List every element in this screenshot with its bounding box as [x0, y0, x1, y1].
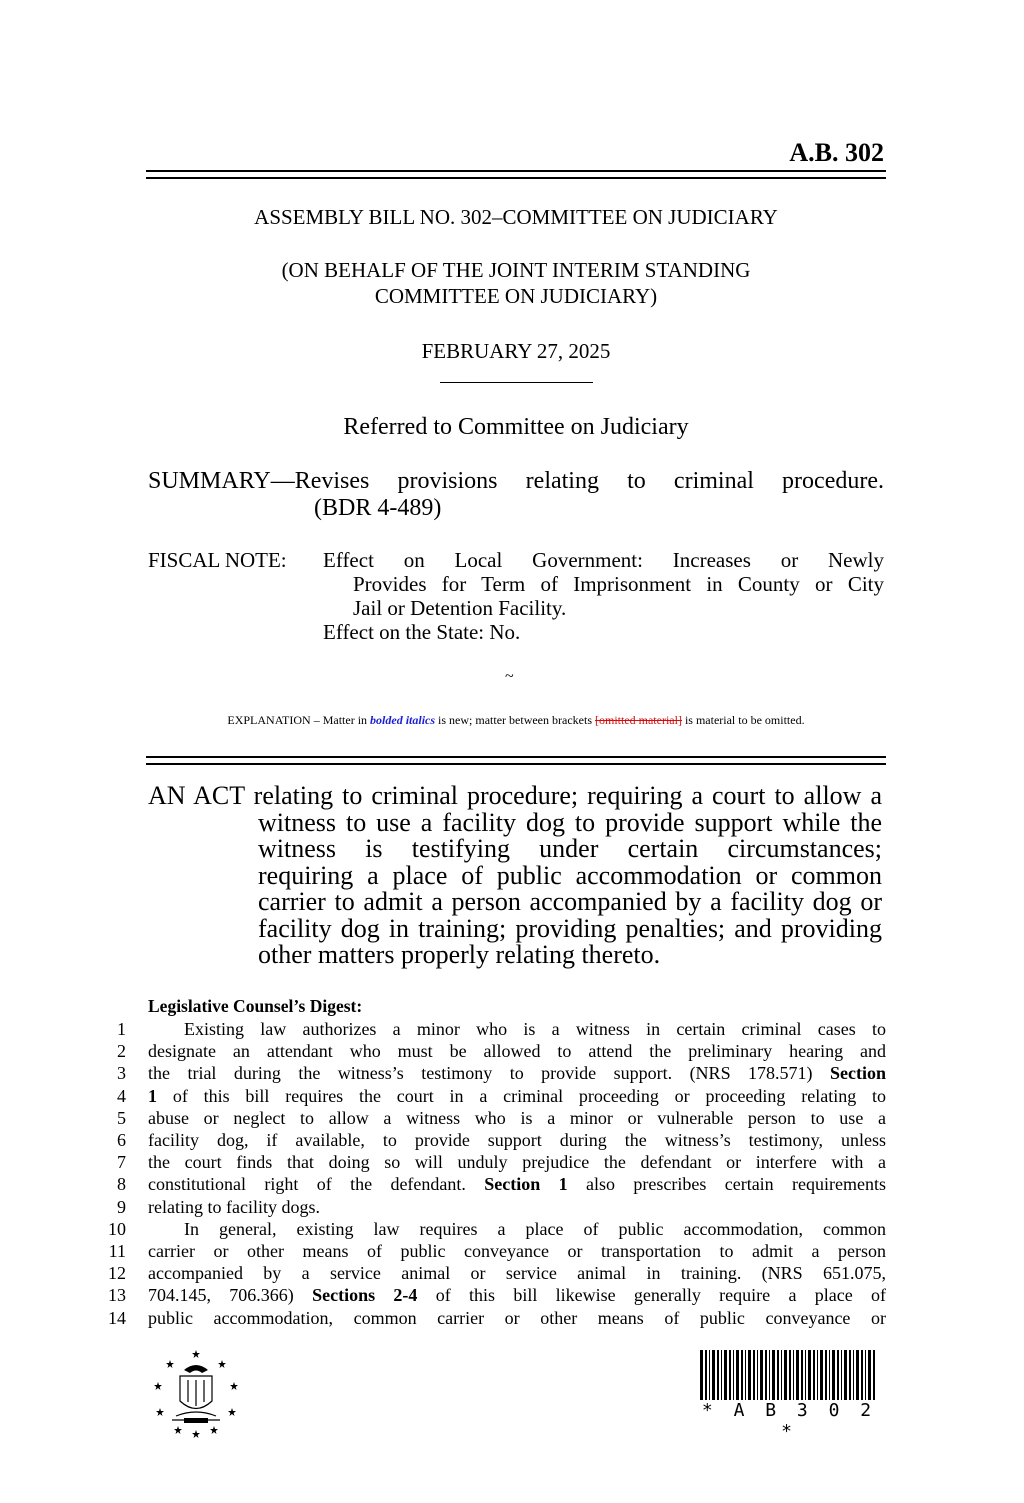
fiscal-state: Effect on the State: No.: [323, 620, 521, 644]
tilde-mark: ~: [505, 668, 514, 685]
act-line: requiring a place of public accommodation or common: [258, 860, 882, 890]
digest-line: [96, 1218, 886, 1240]
explanation-new-sample: bolded italics: [370, 713, 436, 727]
digest-text: accompanied by a service animal or service animal in training. (NRS 651.075,: [148, 1263, 886, 1284]
line-number: 11: [108, 1241, 126, 1262]
explanation-middle: is new; matter between brackets: [435, 713, 595, 727]
act-line: facility dog in training; providing penalties; and providing: [258, 913, 882, 943]
digest-line: [96, 1240, 886, 1262]
digest-line: [96, 1262, 886, 1284]
line-number: 12: [108, 1263, 126, 1284]
digest-text: 1 of this bill requires the court in a criminal proceeding or proceeding relating to: [148, 1085, 887, 1106]
explanation-omitted-sample: [omitted material]: [594, 713, 682, 727]
act-line: witness is testifying under certain circumstances;: [258, 834, 882, 863]
bill-number: A.B. 302: [789, 138, 884, 167]
summary-line2: (BDR 4-489): [314, 495, 442, 521]
digest-line: [96, 1129, 886, 1151]
summary-line1: SUMMARY—Revises provisions relating to criminal procedure.: [148, 468, 884, 494]
line-number: 7: [117, 1152, 126, 1173]
barcode-icon: [700, 1350, 878, 1400]
digest-text: constitutional right of the defendant. Section 1 also prescribes certain requirements: [148, 1174, 887, 1195]
fiscal-note-label: FISCAL NOTE:: [148, 548, 287, 572]
line-number: 4: [117, 1085, 126, 1106]
digest-text: the trial during the witness’s testimony to provide support. (NRS 178.571) Section: [148, 1063, 886, 1084]
digest-text: the court finds that doing so will unduly prejudice the defendant or interfere with a: [148, 1152, 886, 1173]
digest-line: [96, 1151, 886, 1173]
line-number: 2: [117, 1041, 126, 1062]
digest-text: Existing law authorizes a minor who is a witness in certain criminal cases to: [184, 1019, 886, 1039]
fiscal-note: [148, 548, 884, 644]
digest-text: 704.145, 706.366) Sections 2-4 of this bill likewise generally require a place of: [148, 1285, 886, 1306]
barcode-text: * A B 3 0 2 *: [701, 1400, 877, 1442]
digest-line: [96, 1040, 886, 1062]
state-seal-icon: [150, 1346, 242, 1438]
digest-line: [96, 1307, 886, 1329]
digest-line: [96, 1196, 886, 1218]
digest-line: [96, 1107, 886, 1129]
digest-line: [96, 1173, 886, 1195]
bill-heading-text: ASSEMBLY BILL NO. 302–COMMITTEE ON JUDICIARY: [254, 205, 778, 229]
digest-body: [96, 1018, 886, 1329]
explanation-prefix: EXPLANATION – Matter in: [227, 713, 371, 727]
line-number: 13: [108, 1285, 126, 1306]
digest-text: designate an attendant who must be allowed to attend the preliminary hearing and: [148, 1041, 886, 1062]
digest-text: carrier or other means of public conveyance or transportation to admit a person: [148, 1241, 886, 1262]
line-number: 5: [117, 1107, 126, 1128]
act-title: [148, 783, 882, 969]
explanation-suffix: is material to be omitted.: [681, 713, 805, 727]
fiscal-local-line2: Provides for Term of Imprisonment in County or City: [353, 572, 884, 596]
explanation: [146, 713, 886, 728]
digest-text: facility dog, if available, to provide support during the witness’s testimony, unless: [148, 1130, 886, 1151]
line-number: 9: [117, 1196, 126, 1217]
line-number: 1: [117, 1019, 126, 1039]
line-number: 3: [117, 1063, 126, 1084]
bill-heading-line2: (ON BEHALF OF THE JOINT INTERIM STANDING: [281, 258, 751, 282]
digest-text: public accommodation, common carrier or other means of public conveyance or: [148, 1307, 886, 1328]
digest-line: [96, 1284, 886, 1306]
digest-text: relating to facility dogs.: [148, 1196, 320, 1217]
digest-text: abuse or neglect to allow a witness who is a minor or vulnerable person to use a: [148, 1107, 886, 1128]
line-number: 10: [108, 1218, 126, 1239]
line-number: 6: [117, 1130, 126, 1151]
line-number: 8: [117, 1174, 126, 1195]
act-line: carrier to admit a person accompanied by a facility dog or: [258, 887, 882, 916]
bill-date: FEBRUARY 27, 2025: [421, 339, 611, 363]
act-line: AN ACT relating to criminal procedure; requiring a court to allow a: [148, 781, 882, 810]
digest-line: [96, 1018, 886, 1040]
bill-heading-line1: [146, 204, 886, 230]
fiscal-local-line1: Effect on Local Government: Increases or Newly: [323, 548, 884, 572]
fiscal-local-line3: Jail or Detention Facility.: [353, 596, 567, 620]
act-line: witness to use a facility dog to provide support while the: [258, 807, 882, 837]
referred-line: Referred to Committee on Judiciary: [343, 414, 689, 440]
line-number: 14: [108, 1307, 126, 1328]
digest-line: [96, 1085, 886, 1107]
act-line: other matters properly relating thereto.: [258, 940, 661, 969]
digest-title: Legislative Counsel’s Digest:: [148, 996, 363, 1016]
bill-heading-line3: COMMITTEE ON JUDICIARY): [374, 284, 658, 308]
header-double-rule: [146, 170, 886, 179]
summary: [148, 468, 884, 522]
digest-text: In general, existing law requires a place of public accommodation, common: [184, 1218, 886, 1239]
digest-line: [96, 1062, 886, 1084]
short-divider: [440, 382, 593, 383]
explanation-double-rule: [146, 756, 886, 765]
